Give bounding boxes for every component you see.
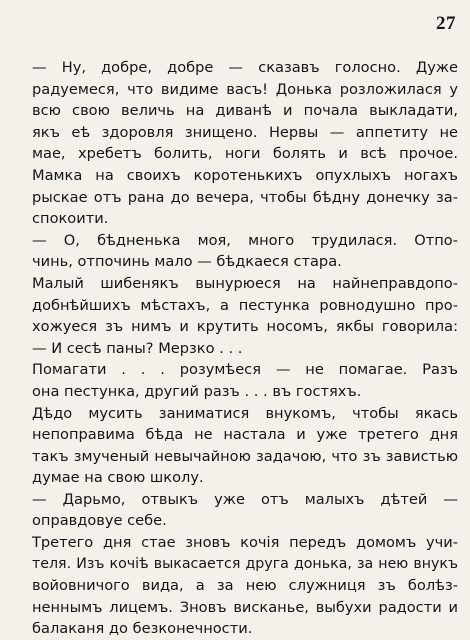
page-number: 27	[436, 13, 456, 34]
text-line: чинь, отпочинь мало — бѣдкаеся стара.	[32, 253, 342, 271]
text-line: неннымъ лицемъ. Зновъ висканье, выбухи радости и	[32, 598, 458, 616]
text-line: всю свою величь на диванѣ и почала выкладати,	[32, 102, 458, 120]
text-line: мае, хребетъ болить, ноги болять и всѣ прочое.	[32, 145, 458, 163]
text-line: — Дарьмо, отвыкъ уже отъ малыхъ дѣтей —	[32, 490, 458, 508]
text-line: — И сесѣ паны? Мерзко . . .	[32, 339, 243, 357]
text-line: добнѣйшихъ мѣстахъ, а пестунка ровнодушно про-	[32, 296, 458, 314]
text-line: балаканя до безконечности.	[32, 620, 253, 638]
text-line: она пестунка, другий разъ . . . въ гостяхъ.	[32, 382, 362, 400]
text-line: хожуеся зъ нимъ и крутить носомъ, якбы говорила:	[32, 318, 458, 336]
text-line: Третего дня стае зновъ кочія передъ домомъ учи-	[32, 534, 458, 552]
text-line: радуемеся, что видиме васъ! Донька розложилася у	[32, 80, 458, 98]
text-line: думае на свою школу.	[32, 469, 204, 487]
text-line: рыскае отъ рана до вечера, чтобы бѣдну донечку за-	[32, 188, 458, 206]
body-text	[32, 57, 458, 640]
text-line: непоправима бѣда не настала и уже третего дня	[32, 426, 458, 444]
text-line: Мамка на своихъ коротенькихъ опухлыхъ ногахъ	[32, 166, 458, 184]
text-line: — О, бѣдненька моя, много трудилася. Отпо-	[32, 231, 458, 249]
text-line: Малый шибенякъ вынурюеся на найнеправдопо-	[32, 274, 458, 292]
text-line: якъ еѣ здоровля знищено. Нервы — аппетиту не	[32, 123, 458, 141]
text-line: Помагати . . . розумѣеся — не помагае. Разъ	[32, 361, 458, 379]
text-line: Дѣдо мусить заниматися внукомъ, чтобы якась	[32, 404, 458, 422]
text-line: спокоити.	[32, 210, 109, 228]
text-line: войовничого вида, а за нею служниця зъ болѣз-	[32, 577, 458, 595]
text-line: — Ну, добре, добре — сказавъ голосно. Дуже	[32, 59, 458, 76]
text-line: такъ змученый невычайною задачою, что зъ завистью	[32, 447, 458, 465]
text-line: теля. Изъ кочіѣ выкасается друга донька, за нею внукъ	[32, 555, 458, 572]
text-line: оправдовуе себе.	[32, 512, 167, 530]
